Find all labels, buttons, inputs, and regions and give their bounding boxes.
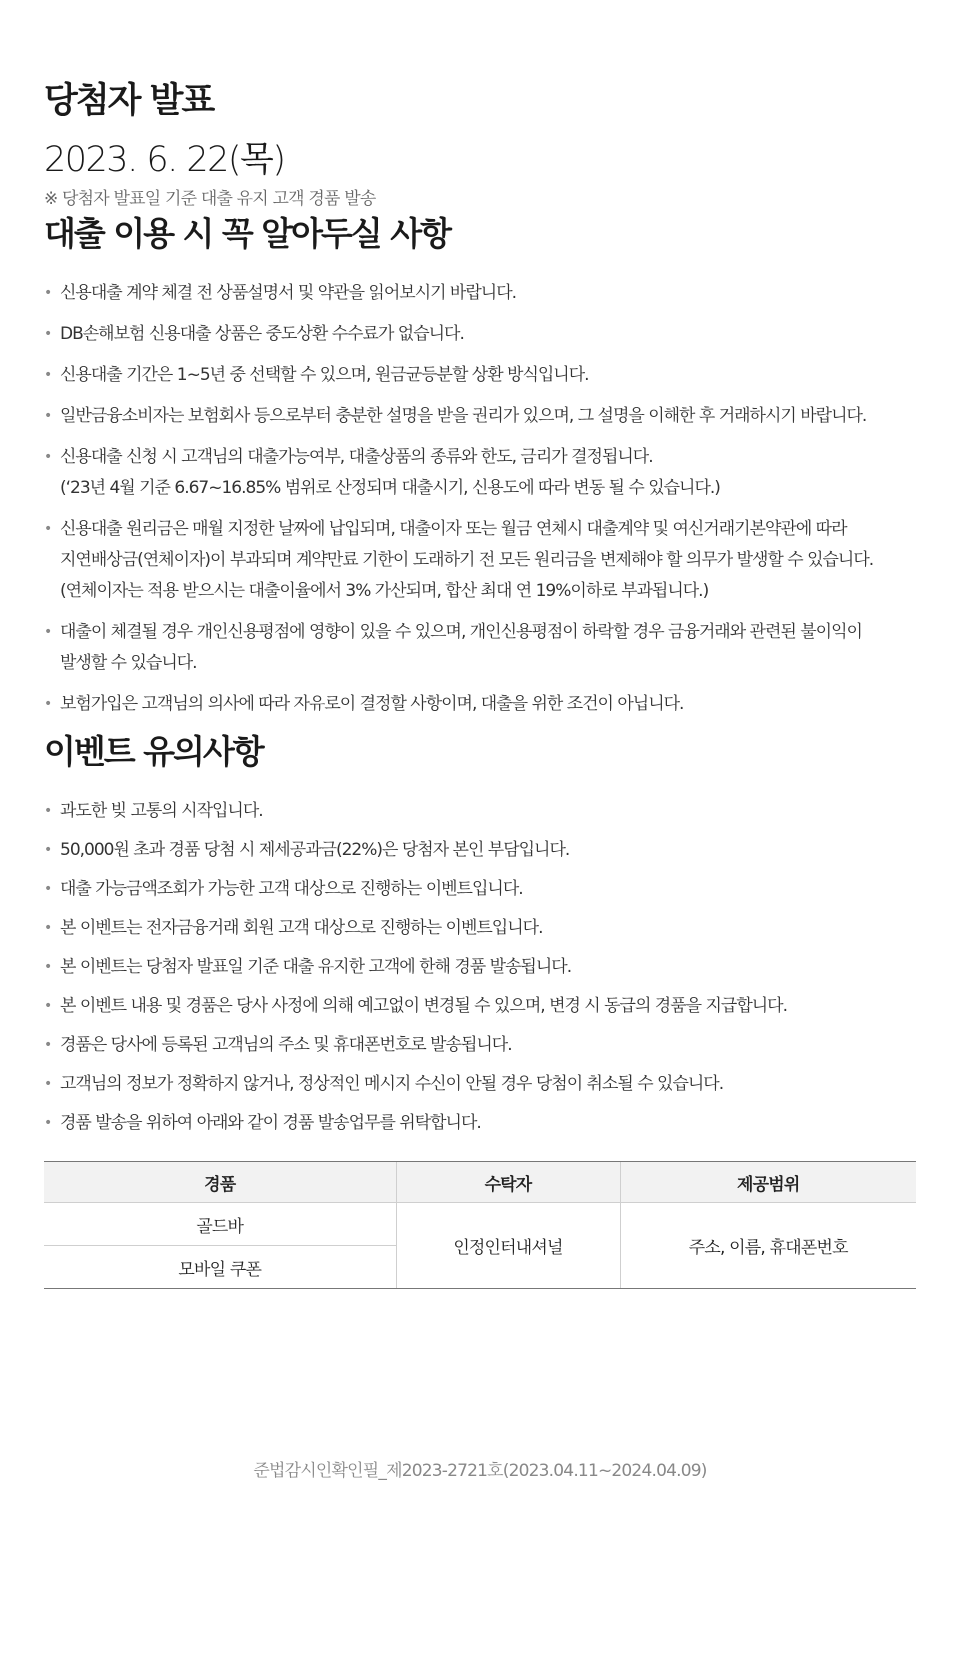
- loan-notice-line: (연체이자는 적용 받으시는 대출이율에서 3% 가산되며, 합산 최대 연 19%이하로 부과됩니다.): [60, 581, 709, 601]
- loan-notice-line: • 일반금융소비자는 보험회사 등으로부터 충분한 설명을 받을 권리가 있으며, 그 설명을 이해한 후 거래하시기 바랍니다.: [60, 406, 867, 426]
- event-notice-item: • 경품 발송을 위하여 아래와 같이 경품 발송업무를 위탁합니다.: [44, 1108, 916, 1139]
- event-notice-title: 이벤트 유의사항: [44, 732, 263, 771]
- event-notice-item: • 고객님의 정보가 정확하지 않거나, 정상적인 메시지 수신이 안될 경우 당첨이 취소될 수 있습니다.: [44, 1069, 916, 1100]
- event-notice-list: [44, 796, 916, 1139]
- header-trustee: 수탁자: [396, 1162, 620, 1203]
- prize-cell: 골드바: [44, 1203, 396, 1246]
- loan-notice-line: • 신용대출 계약 체결 전 상품설명서 및 약관을 읽어보시기 바랍니다.: [60, 283, 517, 303]
- event-notice-item: • 본 이벤트는 전자금융거래 회원 고객 대상으로 진행하는 이벤트입니다.: [44, 913, 916, 944]
- loan-notice-item: [44, 401, 916, 432]
- loan-notice-title: 대출 이용 시 꼭 알아두실 사항: [44, 214, 450, 253]
- event-notice-item: • 과도한 빚 고통의 시작입니다.: [44, 796, 916, 827]
- compliance-approval-note: 준법감시인확인필_제2023-2721호(2023.04.11~2024.04.09): [253, 1461, 707, 1481]
- loan-notice-item: [44, 278, 916, 309]
- loan-notice-item: [44, 617, 916, 679]
- loan-notice-item: [44, 442, 916, 504]
- loan-notice-line: (‘23년 4월 기준 6.67~16.85% 범위로 산정되며 대출시기, 신용도에 따라 변동 될 수 있습니다.): [60, 478, 720, 498]
- table-header-row: [44, 1162, 916, 1203]
- loan-notice-line: • 신용대출 기간은 1~5년 중 선택할 수 있으며, 원금균등분할 상환 방식입니다.: [60, 365, 589, 385]
- consign-table: [44, 1161, 916, 1289]
- loan-notice-item: [44, 514, 916, 607]
- loan-notice-line: • 신용대출 원리금은 매월 지정한 날짜에 납입되며, 대출이자 또는 월금 연체시 대출계약 및 여신거래기본약관에 따라: [60, 519, 847, 539]
- loan-notice-line: • 신용대출 신청 시 고객님의 대출가능여부, 대출상품의 종류와 한도, 금리가 결정됩니다.: [60, 447, 653, 467]
- loan-notice-line: 발생할 수 있습니다.: [60, 653, 197, 673]
- loan-notice-list: [44, 278, 916, 720]
- loan-notice-item: [44, 689, 916, 720]
- loan-notice-line: • 대출이 체결될 경우 개인신용평점에 영향이 있을 수 있으며, 개인신용평점이 하락할 경우 금융거래와 관련된 불이익이: [60, 622, 862, 642]
- event-notice-item: • 본 이벤트 내용 및 경품은 당사 사정에 의해 예고없이 변경될 수 있으며, 변경 시 동급의 경품을 지급합니다.: [44, 991, 916, 1022]
- prize-cell: 모바일 쿠폰: [44, 1246, 396, 1289]
- winner-announcement-title: 당첨자 발표: [44, 81, 214, 121]
- header-scope: 제공범위: [620, 1162, 916, 1203]
- scope-cell: 주소, 이름, 휴대폰번호: [620, 1203, 916, 1289]
- event-notice-item: • 본 이벤트는 당첨자 발표일 기준 대출 유지한 고객에 한해 경품 발송됩니다.: [44, 952, 916, 983]
- winner-announcement-date: 2023. 6. 22(목): [44, 140, 285, 180]
- event-notice-item: • 경품은 당사에 등록된 고객님의 주소 및 휴대폰번호로 발송됩니다.: [44, 1030, 916, 1061]
- loan-notice-item: [44, 360, 916, 391]
- loan-notice-item: [44, 319, 916, 350]
- loan-notice-line: • DB손해보험 신용대출 상품은 중도상환 수수료가 없습니다.: [60, 324, 464, 344]
- loan-notice-line: 지연배상금(연체이자)이 부과되며 계약만료 기한이 도래하기 전 모든 원리금을 변제해야 할 의무가 발생할 수 있습니다.: [60, 550, 874, 570]
- header-prize: 경품: [44, 1162, 396, 1203]
- loan-notice-line: • 보험가입은 고객님의 의사에 따라 자유로이 결정할 사항이며, 대출을 위한 조건이 아닙니다.: [60, 694, 684, 714]
- trustee-cell: 인정인터내셔널: [396, 1203, 620, 1289]
- event-notice-item: • 50,000원 초과 경품 당첨 시 제세공과금(22%)은 당첨자 본인 부담입니다.: [44, 835, 916, 866]
- winner-announcement-note: ※ 당첨자 발표일 기준 대출 유지 고객 경품 발송: [44, 189, 376, 209]
- table-row: [44, 1203, 916, 1246]
- event-notice-item: • 대출 가능금액조회가 가능한 고객 대상으로 진행하는 이벤트입니다.: [44, 874, 916, 905]
